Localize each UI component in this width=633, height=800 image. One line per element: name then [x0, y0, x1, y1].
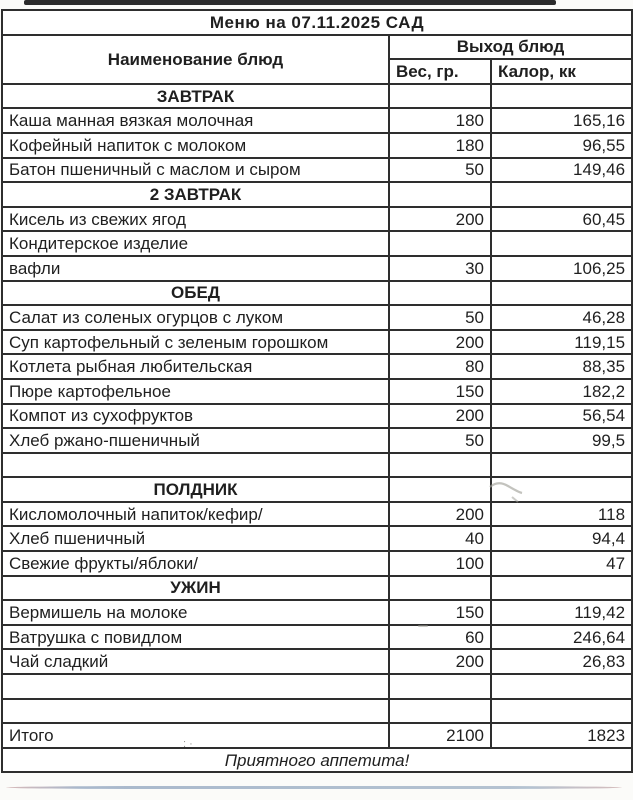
calories-value: 118	[491, 502, 632, 527]
column-header-name: Наименование блюд	[2, 35, 389, 84]
section-row	[2, 84, 632, 109]
calories-value: 149,46	[491, 158, 632, 183]
weight-value	[389, 699, 491, 724]
calories-value	[491, 674, 632, 699]
menu-item-row	[2, 551, 632, 576]
dish-name: Каша манная вязкая молочная	[2, 108, 389, 133]
menu-item-row	[2, 600, 632, 625]
calories-value: 1823	[491, 723, 632, 748]
dish-name: Кондитерское изделие	[2, 231, 389, 256]
calories-value	[491, 84, 632, 109]
calories-value: 94,4	[491, 526, 632, 551]
section-title: ЗАВТРАК	[2, 84, 389, 109]
weight-value: 200	[389, 502, 491, 527]
menu-item-row	[2, 526, 632, 551]
empty-row	[2, 453, 632, 478]
calories-value: 99,5	[491, 428, 632, 453]
weight-value	[389, 281, 491, 306]
footer-message: Приятного аппетита!	[2, 748, 632, 773]
weight-value	[389, 182, 491, 207]
calories-value: 246,64	[491, 625, 632, 650]
dish-name	[2, 453, 389, 478]
dish-name: Котлета рыбная любительская	[2, 354, 389, 379]
section-row	[2, 477, 632, 502]
dish-name: Чай сладкий	[2, 649, 389, 674]
weight-value: 150	[389, 600, 491, 625]
dish-name: Свежие фрукты/яблоки/	[2, 551, 389, 576]
weight-value	[389, 576, 491, 601]
column-header-output: Выход блюд	[389, 35, 632, 60]
dish-name: Кисломолочный напиток/кефир/	[2, 502, 389, 527]
menu-item-row	[2, 625, 632, 650]
calories-value: 106,25	[491, 256, 632, 281]
calories-value: 60,45	[491, 207, 632, 232]
menu-item-row	[2, 305, 632, 330]
section-title: ОБЕД	[2, 281, 389, 306]
weight-value: 60	[389, 625, 491, 650]
menu-item-row	[2, 330, 632, 355]
weight-value: 200	[389, 404, 491, 429]
dish-name: вафли	[2, 256, 389, 281]
menu-item-row	[2, 649, 632, 674]
menu-item-row	[2, 207, 632, 232]
weight-value	[389, 477, 491, 502]
menu-item-row	[2, 428, 632, 453]
section-title: 2 ЗАВТРАК	[2, 182, 389, 207]
weight-value: 40	[389, 526, 491, 551]
menu-item-row	[2, 108, 632, 133]
weight-value: 180	[389, 133, 491, 158]
dish-name: Пюре картофельное	[2, 379, 389, 404]
scan-artifact-bottom-line	[6, 786, 622, 789]
calories-value: 56,54	[491, 404, 632, 429]
dish-name: Хлеб пшеничный	[2, 526, 389, 551]
calories-value: 96,55	[491, 133, 632, 158]
total-label: Итого	[2, 723, 389, 748]
menu-item-row	[2, 256, 632, 281]
menu-item-row	[2, 379, 632, 404]
weight-value: 2100	[389, 723, 491, 748]
calories-value: 119,42	[491, 600, 632, 625]
menu-item-row	[2, 133, 632, 158]
dish-name: Кисель из свежих ягод	[2, 207, 389, 232]
dish-name	[2, 699, 389, 724]
weight-value: 30	[389, 256, 491, 281]
calories-value	[491, 576, 632, 601]
scan-artifact-top-line	[24, 0, 556, 5]
menu-item-row	[2, 502, 632, 527]
empty-row	[2, 699, 632, 724]
weight-value: 50	[389, 428, 491, 453]
calories-value: 165,16	[491, 108, 632, 133]
dish-name: Хлеб ржано-пшеничный	[2, 428, 389, 453]
calories-value: 46,28	[491, 305, 632, 330]
section-title: УЖИН	[2, 576, 389, 601]
empty-row	[2, 674, 632, 699]
dish-name: Салат из соленых огурцов с луком	[2, 305, 389, 330]
dish-name: Ватрушка с повидлом	[2, 625, 389, 650]
weight-value: 150	[389, 379, 491, 404]
dish-name: Батон пшеничный с маслом и сыром	[2, 158, 389, 183]
calories-value	[491, 231, 632, 256]
section-title: ПОЛДНИК	[2, 477, 389, 502]
menu-item-row	[2, 231, 632, 256]
dish-name: Кофейный напиток с молоком	[2, 133, 389, 158]
weight-value: 50	[389, 158, 491, 183]
weight-value	[389, 674, 491, 699]
footer-row	[2, 748, 632, 773]
menu-item-row	[2, 354, 632, 379]
calories-value: 182,2	[491, 379, 632, 404]
column-header-calories: Калор, кк	[491, 59, 632, 84]
page-title: Меню на 07.11.2025 САД	[2, 10, 632, 35]
section-row	[2, 281, 632, 306]
dish-name: Суп картофельный с зеленым горошком	[2, 330, 389, 355]
header-row-top	[2, 35, 632, 60]
title-row	[2, 10, 632, 35]
weight-value: 200	[389, 330, 491, 355]
menu-item-row	[2, 404, 632, 429]
calories-value	[491, 281, 632, 306]
dish-name: Компот из сухофруктов	[2, 404, 389, 429]
calories-value	[491, 699, 632, 724]
calories-value	[491, 453, 632, 478]
total-row	[2, 723, 632, 748]
weight-value: 50	[389, 305, 491, 330]
menu-item-row	[2, 158, 632, 183]
section-row	[2, 182, 632, 207]
calories-value	[491, 477, 632, 502]
dish-name: Вермишель на молоке	[2, 600, 389, 625]
dish-name	[2, 674, 389, 699]
weight-value: 200	[389, 207, 491, 232]
weight-value: 200	[389, 649, 491, 674]
menu-rows	[2, 84, 632, 748]
weight-value: 180	[389, 108, 491, 133]
weight-value	[389, 84, 491, 109]
calories-value	[491, 182, 632, 207]
calories-value: 119,15	[491, 330, 632, 355]
weight-value: 100	[389, 551, 491, 576]
weight-value	[389, 453, 491, 478]
weight-value	[389, 231, 491, 256]
weight-value: 80	[389, 354, 491, 379]
calories-value: 26,83	[491, 649, 632, 674]
section-row	[2, 576, 632, 601]
menu-table	[1, 9, 633, 773]
column-header-weight: Вес, гр.	[389, 59, 491, 84]
calories-value: 88,35	[491, 354, 632, 379]
calories-value: 47	[491, 551, 632, 576]
scan-smudge-dots: : ·	[183, 738, 193, 750]
